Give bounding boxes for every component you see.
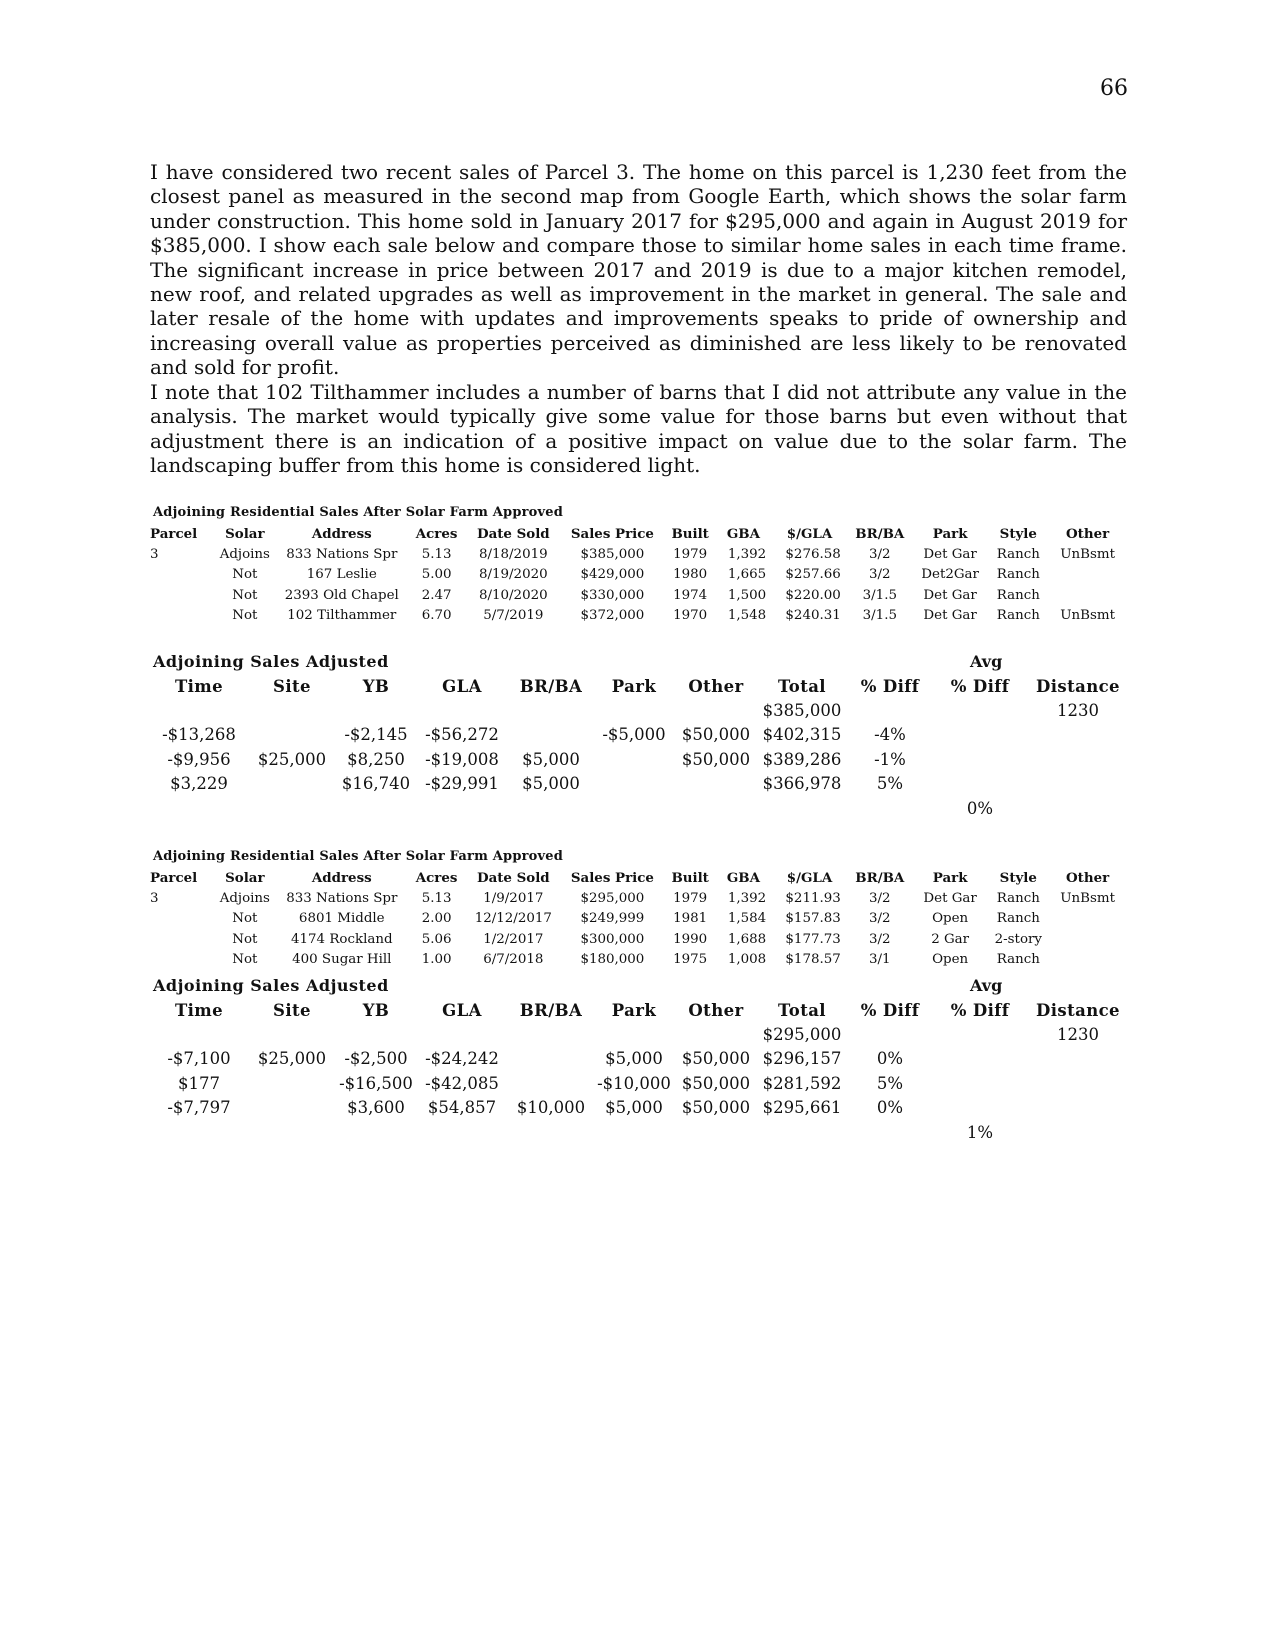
sales-cell: Open: [932, 952, 969, 968]
adjusted-cell: [846, 1120, 934, 1145]
adjusted-cell: [594, 747, 674, 772]
sales-cell: $177.73: [785, 931, 841, 947]
adjusted-cell: [248, 723, 336, 748]
adjusted-column-header: Other: [688, 676, 744, 696]
adjusted-cell: $5,000: [605, 1049, 663, 1069]
sales-cell: 8/18/2019: [478, 546, 548, 562]
adjusted-cell: [508, 1047, 594, 1072]
sales-cell: Ranch: [996, 587, 1040, 603]
adjusted-cell: 1230: [1057, 700, 1099, 720]
adjusted-cell: [1026, 1047, 1130, 1072]
sales-cell: 1,008: [727, 952, 767, 968]
sales-column-header: Park: [932, 526, 968, 542]
adjusted-cell: $296,157: [762, 1049, 842, 1069]
adjusted-cell: 1230: [1057, 1024, 1099, 1044]
sales-cell: Adjoins: [219, 890, 270, 906]
sales-cell: 2-story: [994, 931, 1042, 947]
sales-column-header: Parcel: [150, 526, 198, 542]
adjusted-table-title-2: Adjoining Sales Adjusted: [153, 976, 389, 995]
adjusted-cell: [594, 1120, 674, 1145]
table-row: [150, 888, 1126, 909]
table-row: [150, 1071, 1130, 1096]
sales-cell: 3/2: [869, 567, 891, 583]
sales-cell: 6.70: [421, 608, 452, 624]
sales-column-header: GBA: [726, 870, 761, 886]
adjusted-column-header: % Diff: [950, 1000, 1010, 1020]
sales-cell: 3: [150, 890, 159, 906]
adjusted-cell: -$2,145: [344, 725, 408, 745]
table-row: [150, 1047, 1130, 1072]
adjusted-cell: -$7,797: [167, 1098, 231, 1118]
table-row: [150, 909, 1126, 930]
sales-cell: Not: [232, 567, 258, 583]
adjusted-cell: [150, 796, 248, 821]
adjusted-cell: $54,857: [427, 1098, 497, 1118]
sales-cell: [150, 950, 212, 971]
adjusted-column-header: Total: [778, 1000, 826, 1020]
sales-column-header: Built: [671, 526, 709, 542]
adjusted-cell: [150, 1120, 248, 1145]
sales-header-row: [150, 524, 1126, 544]
table-row: [150, 544, 1126, 565]
table-row: [150, 606, 1126, 627]
table-row: [150, 1096, 1130, 1121]
sales-cell: 1979: [673, 546, 708, 562]
adjusted-cell: $25,000: [257, 749, 327, 769]
adjusted-cell: [248, 1071, 336, 1096]
adjusted-cell: [594, 772, 674, 797]
adjusted-cell: -$7,100: [167, 1049, 231, 1069]
adjusted-cell: -$5,000: [602, 725, 666, 745]
adjusted-cell: [934, 772, 1026, 797]
sales-cell: $385,000: [580, 546, 645, 562]
table-row: [150, 723, 1130, 748]
sales-cell: $240.31: [785, 608, 841, 624]
sales-cell: $211.93: [785, 890, 841, 906]
sales-cell: UnBsmt: [1060, 890, 1115, 906]
adjusted-header-row: [150, 674, 1130, 698]
table-row: [150, 565, 1126, 586]
sales-cell: Adjoins: [219, 546, 270, 562]
paragraph-tilthammer-note: I note that 102 Tilthammer includes a number of barns that I did not attribute any value in the analysis. The market would typically give some value for those barns but even without that adjustment there is an indication of a positive impact on value due to the solar farm. The landscaping buffer from this home is considered light.: [150, 380, 1127, 478]
sales-cell: [1049, 929, 1126, 950]
adjusted-cell: [416, 698, 508, 723]
sales-column-header: Sales Price: [570, 526, 654, 542]
sales-cell: 1,665: [727, 567, 767, 583]
adjusted-cell: -$13,268: [162, 725, 236, 745]
sales-cell: 5.06: [421, 931, 452, 947]
sales-cell: 3/2: [869, 546, 891, 562]
sales-cell: Ranch: [996, 911, 1040, 927]
sales-cell: UnBsmt: [1060, 546, 1115, 562]
adjusted-cell: [150, 698, 248, 723]
table-row: [150, 796, 1130, 821]
adjusted-cell: [674, 796, 758, 821]
adjusted-cell: [336, 796, 416, 821]
table-row: [150, 929, 1126, 950]
adjusted-cell: 1%: [966, 1122, 994, 1142]
adjusted-cell: [1026, 1071, 1130, 1096]
sales-cell: 400 Sugar Hill: [292, 952, 392, 968]
adjusted-cell: [594, 1022, 674, 1047]
adjusted-cell: [1026, 1096, 1130, 1121]
sales-cell: Not: [232, 608, 258, 624]
sales-column-header: Other: [1066, 870, 1110, 886]
sales-column-header: Solar: [225, 870, 265, 886]
sales-cell: Ranch: [996, 608, 1040, 624]
sales-cell: Not: [232, 952, 258, 968]
adjusted-cell: [674, 698, 758, 723]
adjusted-cell: 0%: [876, 1098, 904, 1118]
sales-cell: [150, 929, 212, 950]
sales-cell: [1049, 565, 1126, 586]
sales-cell: Not: [232, 587, 258, 603]
avg-label-2: Avg: [970, 976, 1003, 995]
sales-cell: $330,000: [580, 587, 645, 603]
sales-cell: Det2Gar: [921, 567, 979, 583]
adjusted-cell: -$56,272: [425, 725, 499, 745]
adjusted-cell: [336, 698, 416, 723]
adjusted-cell: [934, 723, 1026, 748]
adjusted-cell: [508, 698, 594, 723]
sales-cell: 167 Leslie: [306, 567, 377, 583]
adjusted-cell: $295,000: [762, 1024, 842, 1044]
adjusted-cell: $5,000: [522, 774, 580, 794]
adjusted-cell: [248, 1096, 336, 1121]
adjusted-cell: [758, 796, 846, 821]
sales-column-header: Sales Price: [570, 870, 654, 886]
sales-cell: Ranch: [996, 890, 1040, 906]
sales-column-header: Address: [311, 526, 372, 542]
sales-cell: 1,392: [727, 546, 767, 562]
adjusted-header-row: [150, 998, 1130, 1022]
sales-cell: Ranch: [996, 567, 1040, 583]
sales-header-row: [150, 868, 1126, 888]
adjusted-table-2: [150, 998, 1130, 1145]
sales-table-1: [150, 524, 1126, 626]
adjusted-column-header: Total: [778, 676, 826, 696]
sales-column-header: Style: [999, 526, 1037, 542]
adjusted-cell: 0%: [966, 798, 994, 818]
adjusted-cell: [674, 772, 758, 797]
sales-column-header: BR/BA: [855, 526, 905, 542]
adjusted-cell: [1026, 772, 1130, 797]
paragraph-parcel-3-sales: I have considered two recent sales of Parcel 3. The home on this parcel is 1,230 feet from the closest panel as measured in the second map from Google Earth, which shows the solar farm under construction. This home sold in January 2017 for $295,000 and again in August 2019 for $385,000. I show each sale below and compare those to similar home sales in each time frame. The significant increase in price between 2017 and 2019 is due to a major kitchen remodel, new roof, and related upgrades as well as improvement in the market in general. The sale and later resale of the home with updates and improvements speaks to pride of ownership and increasing overall value as properties perceived as diminished are less likely to be renovated and sold for profit.: [150, 160, 1127, 380]
adjusted-column-header: % Diff: [950, 676, 1010, 696]
adjusted-column-header: GLA: [442, 676, 482, 696]
adjusted-cell: -$10,000: [597, 1073, 671, 1093]
sales-cell: [150, 606, 212, 627]
adjusted-column-header: BR/BA: [519, 1000, 583, 1020]
sales-cell: $157.83: [785, 911, 841, 927]
sales-table-title-2: Adjoining Residential Sales After Solar Farm Approved: [153, 849, 564, 864]
sales-column-header: $/GLA: [786, 526, 833, 542]
sales-cell: 3: [150, 546, 159, 562]
adjusted-cell: [416, 796, 508, 821]
sales-column-header: Address: [311, 870, 372, 886]
adjusted-cell: [846, 796, 934, 821]
sales-cell: 1,548: [727, 608, 767, 624]
sales-cell: 2.47: [421, 587, 452, 603]
adjusted-table-1: [150, 674, 1130, 821]
sales-cell: 1981: [673, 911, 708, 927]
sales-cell: 1975: [673, 952, 708, 968]
adjusted-cell: [416, 1022, 508, 1047]
adjusted-cell: [248, 1022, 336, 1047]
adjusted-cell: [594, 698, 674, 723]
sales-cell: $276.58: [785, 546, 841, 562]
sales-column-header: Acres: [415, 526, 458, 542]
table-row: [150, 1022, 1130, 1047]
adjusted-cell: -$19,008: [425, 749, 499, 769]
adjusted-cell: -$16,500: [339, 1073, 413, 1093]
adjusted-cell: [934, 1047, 1026, 1072]
adjusted-cell: [934, 747, 1026, 772]
adjusted-cell: $50,000: [681, 1073, 751, 1093]
sales-cell: Det Gar: [923, 608, 977, 624]
adjusted-cell: 0%: [876, 1049, 904, 1069]
sales-cell: [1049, 585, 1126, 606]
adjusted-cell: -$24,242: [425, 1049, 499, 1069]
sales-cell: 2.00: [421, 911, 452, 927]
adjusted-cell: -1%: [874, 749, 906, 769]
adjusted-cell: $50,000: [681, 1049, 751, 1069]
adjusted-column-header: % Diff: [860, 1000, 920, 1020]
sales-cell: $295,000: [580, 890, 645, 906]
adjusted-column-header: Distance: [1036, 676, 1120, 696]
adjusted-cell: [1026, 747, 1130, 772]
sales-table-title-1: Adjoining Residential Sales After Solar Farm Approved: [153, 505, 564, 520]
sales-cell: $220.00: [785, 587, 841, 603]
sales-cell: 1,392: [727, 890, 767, 906]
adjusted-cell: -$2,500: [344, 1049, 408, 1069]
sales-cell: [1049, 950, 1126, 971]
sales-cell: Det Gar: [923, 546, 977, 562]
sales-cell: 3/1.5: [862, 608, 897, 624]
adjusted-cell: [248, 698, 336, 723]
sales-column-header: BR/BA: [855, 870, 905, 886]
sales-column-header: Parcel: [150, 870, 198, 886]
adjusted-column-header: YB: [362, 676, 390, 696]
sales-cell: 8/19/2020: [478, 567, 548, 583]
adjusted-cell: $3,229: [170, 774, 228, 794]
sales-cell: $300,000: [580, 931, 645, 947]
adjusted-cell: [150, 1022, 248, 1047]
adjusted-cell: $366,978: [762, 774, 842, 794]
adjusted-cell: [594, 796, 674, 821]
adjusted-cell: $50,000: [681, 749, 751, 769]
sales-table-2: [150, 868, 1126, 970]
sales-cell: 5.00: [421, 567, 452, 583]
adjusted-cell: [508, 1071, 594, 1096]
adjusted-cell: [674, 1022, 758, 1047]
sales-cell: $178.57: [785, 952, 841, 968]
adjusted-cell: [248, 796, 336, 821]
adjusted-column-header: % Diff: [860, 676, 920, 696]
sales-column-header: Built: [671, 870, 709, 886]
adjusted-cell: -4%: [874, 725, 906, 745]
adjusted-column-header: Other: [688, 1000, 744, 1020]
adjusted-column-header: Park: [611, 1000, 657, 1020]
sales-cell: 6801 Middle: [298, 911, 385, 927]
adjusted-cell: $295,661: [762, 1098, 842, 1118]
sales-cell: 1/2/2017: [483, 931, 544, 947]
sales-cell: 1980: [673, 567, 708, 583]
sales-cell: 12/12/2017: [474, 911, 552, 927]
adjusted-cell: -$29,991: [425, 774, 499, 794]
adjusted-cell: $281,592: [762, 1073, 842, 1093]
adjusted-column-header: BR/BA: [519, 676, 583, 696]
sales-column-header: Style: [999, 870, 1037, 886]
adjusted-column-header: Park: [611, 676, 657, 696]
adjusted-cell: [846, 1022, 934, 1047]
adjusted-cell: -$9,956: [167, 749, 231, 769]
adjusted-cell: [248, 772, 336, 797]
sales-column-header: Date Sold: [476, 870, 550, 886]
sales-cell: 5.13: [421, 890, 452, 906]
sales-cell: Not: [232, 931, 258, 947]
sales-cell: $372,000: [580, 608, 645, 624]
sales-cell: 833 Nations Spr: [286, 890, 398, 906]
adjusted-cell: [934, 698, 1026, 723]
sales-column-header: Other: [1066, 526, 1110, 542]
table-row: [150, 950, 1126, 971]
sales-cell: 1979: [673, 890, 708, 906]
sales-cell: Det Gar: [923, 890, 977, 906]
sales-cell: $257.66: [785, 567, 841, 583]
sales-cell: 1,500: [727, 587, 767, 603]
sales-cell: 3/2: [869, 890, 891, 906]
sales-column-header: GBA: [726, 526, 761, 542]
adjusted-cell: [846, 698, 934, 723]
sales-cell: 1990: [673, 931, 708, 947]
sales-cell: [150, 585, 212, 606]
adjusted-cell: $50,000: [681, 725, 751, 745]
adjusted-column-header: Time: [174, 1000, 224, 1020]
sales-cell: 1970: [673, 608, 708, 624]
sales-column-header: $/GLA: [786, 870, 833, 886]
sales-cell: $249,999: [580, 911, 645, 927]
sales-cell: 2 Gar: [931, 931, 970, 947]
sales-cell: $429,000: [580, 567, 645, 583]
sales-cell: 1,688: [727, 931, 767, 947]
sales-cell: 3/2: [869, 931, 891, 947]
adjusted-cell: $385,000: [762, 700, 842, 720]
sales-column-header: Acres: [415, 870, 458, 886]
adjusted-column-header: YB: [362, 1000, 390, 1020]
sales-cell: 102 Tilthammer: [287, 608, 397, 624]
adjusted-cell: [508, 723, 594, 748]
adjusted-cell: [416, 1120, 508, 1145]
adjusted-cell: [248, 1120, 336, 1145]
sales-cell: 3/2: [869, 911, 891, 927]
adjusted-cell: [508, 1120, 594, 1145]
sales-column-header: Date Sold: [476, 526, 550, 542]
adjusted-column-header: Site: [273, 1000, 311, 1020]
sales-cell: 1,584: [727, 911, 767, 927]
sales-column-header: Park: [932, 870, 968, 886]
table-row: [150, 698, 1130, 723]
sales-cell: 8/10/2020: [478, 587, 548, 603]
sales-cell: Ranch: [996, 546, 1040, 562]
sales-cell: 6/7/2018: [483, 952, 544, 968]
sales-cell: Not: [232, 911, 258, 927]
adjusted-cell: $50,000: [681, 1098, 751, 1118]
sales-column-header: Solar: [225, 526, 265, 542]
adjusted-cell: [934, 1096, 1026, 1121]
sales-cell: 3/1: [869, 952, 891, 968]
sales-cell: Det Gar: [923, 587, 977, 603]
sales-cell: 1.00: [421, 952, 452, 968]
adjusted-cell: [508, 796, 594, 821]
sales-cell: 5/7/2019: [483, 608, 544, 624]
adjusted-column-header: Distance: [1036, 1000, 1120, 1020]
table-row: [150, 747, 1130, 772]
sales-cell: UnBsmt: [1060, 608, 1115, 624]
adjusted-cell: $5,000: [522, 749, 580, 769]
adjusted-column-header: Site: [273, 676, 311, 696]
adjusted-cell: [1026, 723, 1130, 748]
sales-cell: Open: [932, 911, 969, 927]
sales-cell: [1049, 909, 1126, 930]
sales-cell: 833 Nations Spr: [286, 546, 398, 562]
table-row: [150, 585, 1126, 606]
adjusted-cell: $25,000: [257, 1049, 327, 1069]
avg-label-1: Avg: [970, 652, 1003, 671]
adjusted-column-header: Time: [174, 676, 224, 696]
adjusted-cell: [758, 1120, 846, 1145]
page-number: 66: [1100, 76, 1128, 101]
sales-cell: Ranch: [996, 952, 1040, 968]
table-row: [150, 772, 1130, 797]
adjusted-cell: 5%: [876, 774, 904, 794]
adjusted-cell: $5,000: [605, 1098, 663, 1118]
adjusted-cell: $16,740: [341, 774, 411, 794]
adjusted-cell: -$42,085: [425, 1073, 499, 1093]
adjusted-cell: [934, 1071, 1026, 1096]
adjusted-cell: [508, 1022, 594, 1047]
adjusted-cell: $8,250: [347, 749, 405, 769]
adjusted-cell: $10,000: [516, 1098, 586, 1118]
adjusted-cell: [1026, 796, 1130, 821]
sales-cell: [150, 565, 212, 586]
table-row: [150, 1120, 1130, 1145]
sales-cell: 1/9/2017: [483, 890, 544, 906]
adjusted-cell: [336, 1120, 416, 1145]
adjusted-cell: $389,286: [762, 749, 842, 769]
adjusted-cell: $177: [178, 1073, 220, 1093]
adjusted-cell: [674, 1120, 758, 1145]
adjusted-cell: [1026, 1120, 1130, 1145]
sales-cell: 1974: [673, 587, 708, 603]
adjusted-column-header: GLA: [442, 1000, 482, 1020]
sales-cell: 2393 Old Chapel: [284, 587, 399, 603]
adjusted-cell: 5%: [876, 1073, 904, 1093]
sales-cell: 3/1.5: [862, 587, 897, 603]
adjusted-cell: $3,600: [347, 1098, 405, 1118]
adjusted-cell: [934, 1022, 1026, 1047]
sales-cell: 4174 Rockland: [290, 931, 393, 947]
adjusted-cell: [336, 1022, 416, 1047]
sales-cell: 5.13: [421, 546, 452, 562]
adjusted-table-title-1: Adjoining Sales Adjusted: [153, 652, 389, 671]
sales-cell: [150, 909, 212, 930]
adjusted-cell: $402,315: [762, 725, 842, 745]
sales-cell: $180,000: [580, 952, 645, 968]
